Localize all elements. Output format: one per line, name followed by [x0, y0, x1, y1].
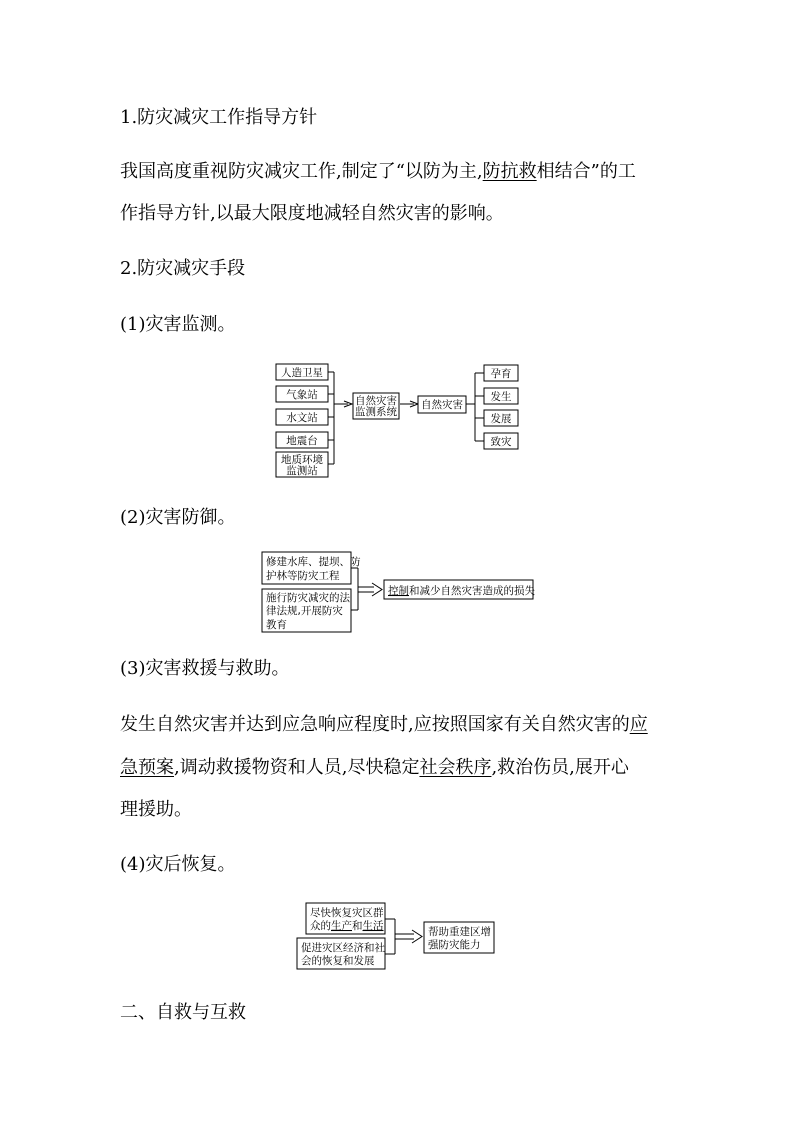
underlined-term: 生活	[362, 920, 384, 932]
stage-label: 孕育	[490, 368, 512, 380]
section-heading-means: 2.防灾减灾手段	[120, 258, 246, 279]
source-label: 地质环境	[281, 454, 323, 466]
recovery-box-line: 促进灾区经济和社	[301, 942, 385, 954]
source-label: 气象站	[286, 389, 318, 401]
defense-box-line: 修建水库、提坝、防	[266, 556, 361, 568]
text-segment: ,救治伤员,展开心	[491, 757, 629, 778]
text-segment: 发生自然灾害并达到应急响应程度时,应按照国家有关自然灾害的	[120, 714, 630, 735]
system-label: 自然灾害	[355, 395, 397, 407]
recovery-result-line: 帮助重建区增	[428, 926, 491, 938]
text-segment: 众的	[310, 920, 331, 932]
stage-label: 致灾	[490, 436, 512, 448]
text-segment: 我国高度重视防灾减灾工作,制定了“以防为主,	[120, 161, 483, 182]
recovery-box-line: 尽快恢复灾区群	[310, 907, 384, 919]
recovery-box-line: 会的恢复和发展	[301, 955, 375, 967]
underlined-term: 社会秩序	[419, 757, 492, 778]
text-segment: ,调动救援物资和人员,尽快稳定	[174, 757, 420, 778]
underlined-term: 急预案	[120, 757, 174, 778]
paragraph-line: 作指导方针,以最大限度地减轻自然灾害的影响。	[120, 203, 504, 224]
subheading-rescue: (3)灾害救援与救助。	[120, 658, 290, 679]
subheading-defense: (2)灾害防御。	[120, 507, 236, 528]
defense-box-line: 施行防灾减灾的法	[266, 592, 350, 604]
source-label: 水文站	[286, 412, 318, 424]
stage-label: 发展	[490, 413, 512, 425]
text-segment: 相结合”的工	[536, 161, 636, 182]
recovery-box-line	[310, 919, 384, 932]
recovery-result-line: 强防灾能力	[428, 939, 481, 951]
section-heading-self-rescue: 二、自救与互救	[120, 1002, 246, 1023]
result-underlined: 控制	[388, 585, 409, 597]
underlined-term: 生产	[331, 920, 352, 932]
disaster-label: 自然灾害	[421, 399, 463, 411]
defense-box-line: 教育	[266, 619, 287, 631]
recovery-connectors	[385, 919, 422, 954]
source-label: 地震台	[286, 435, 318, 447]
system-label: 监测系统	[355, 406, 397, 418]
section-heading-guideline: 1.防灾减灾工作指导方针	[120, 107, 318, 128]
underlined-term: 应	[629, 714, 648, 735]
defense-box-line: 律法规,开展防灾	[266, 605, 343, 617]
subheading-monitoring: (1)灾害监测。	[120, 314, 236, 335]
stage-label: 发生	[490, 391, 512, 403]
subheading-recovery: (4)灾后恢复。	[120, 854, 236, 875]
underlined-term: 防抗救	[482, 161, 537, 182]
text-segment: 和	[352, 920, 363, 932]
defense-box-line: 护林等防灾工程	[266, 570, 340, 582]
source-label: 监测站	[286, 465, 318, 477]
paragraph-line: 理援助。	[120, 799, 192, 820]
source-label: 人造卫星	[281, 367, 323, 379]
result-rest: 和减少自然灾害造成的损失	[409, 585, 535, 597]
